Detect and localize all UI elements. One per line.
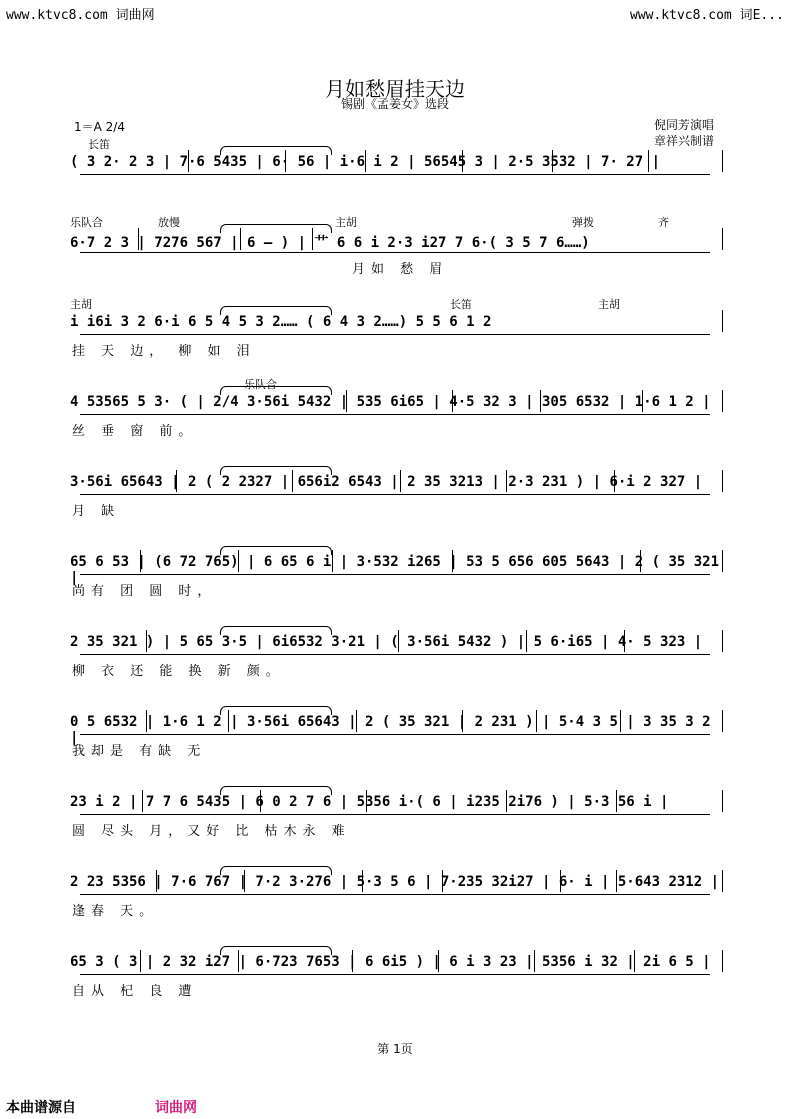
slur-mark — [220, 626, 332, 635]
bar-line — [722, 550, 723, 572]
slur-mark — [220, 224, 332, 233]
singer-credit: 倪同芳演唱 — [654, 118, 715, 132]
bar-line — [534, 950, 535, 972]
bar-line — [332, 550, 333, 572]
bar-line — [634, 950, 635, 972]
bar-line — [346, 390, 347, 412]
lyrics-line: 圆 尽头 月，又好 比 枯木永 难 — [72, 824, 351, 839]
bar-line — [640, 550, 641, 572]
instrument-label: 齐 — [658, 216, 669, 229]
rhythm-underline — [80, 174, 710, 175]
rhythm-underline — [80, 494, 710, 495]
notation-line: 2 23 5356 | 7·6 767 | 7·2 3·276 | 5·3 5 6 | 7·235 32i27 | 6· i | 5·643 2312 | — [70, 874, 720, 890]
rhythm-underline — [80, 734, 710, 735]
key-signature: 1＝A 2/4 — [74, 120, 125, 134]
lyrics-line: 挂 天 边， 柳 如 泪 — [72, 344, 256, 359]
bar-line — [614, 470, 615, 492]
slur-mark — [220, 466, 332, 475]
score-row — [0, 376, 790, 446]
bar-line — [362, 870, 363, 892]
lyrics-line: 月 缺 — [72, 504, 121, 519]
page-title: 月如愁眉挂天边 — [325, 77, 465, 101]
bar-line — [365, 150, 366, 172]
score-row — [0, 536, 790, 606]
instrument-label: 主胡 — [335, 216, 357, 229]
bar-line — [526, 630, 527, 652]
bar-line — [722, 470, 723, 492]
bar-line — [398, 630, 399, 652]
bar-line — [722, 228, 723, 250]
page-subtitle: 锡剧《孟姜女》选段 — [340, 97, 449, 111]
notation-line: 65 3 ( 3 | 2 32 i27 | 6·723 7653 | 6 6i5 ) | 6 i 3 23 | 5356 i 32 | 2i 6 5 | — [70, 954, 711, 970]
notation-line: i i6i 3 2 6·i 6 5 4 5 3 2…… ( 6 4 3 2……) 5 5 6 1 2 — [70, 314, 492, 330]
bar-line — [722, 630, 723, 652]
bar-line — [722, 950, 723, 972]
notation-line: 65 6 53 | (6 72 765) | 6 65 6 i | 3·532 i265 | 53 5 656 605 5643 | 2 ( 35 321 | — [70, 554, 720, 586]
instrument-label: 放慢 — [158, 216, 180, 229]
bar-line — [238, 950, 239, 972]
source-site-link[interactable]: 词曲网 — [155, 1100, 197, 1116]
page-number: 第 1页 — [377, 1042, 413, 1056]
rhythm-underline — [80, 814, 710, 815]
score-row — [0, 214, 790, 284]
lyrics-line: 尚有 团 圆 时， — [72, 584, 217, 599]
lyrics-line: 丝 垂 窗 前。 — [72, 424, 198, 439]
rhythm-underline — [80, 252, 710, 253]
bar-line — [438, 950, 439, 972]
bar-line — [400, 470, 401, 492]
slur-mark — [220, 146, 332, 155]
score-row — [0, 136, 790, 206]
bar-line — [156, 870, 157, 892]
bar-line — [352, 950, 353, 972]
rhythm-underline — [80, 574, 710, 575]
bar-line — [140, 950, 141, 972]
score-row — [0, 696, 790, 766]
instrument-label: 长笛 — [88, 138, 110, 151]
lyrics-line: 逢春 天。 — [72, 904, 159, 919]
score-row — [0, 776, 790, 846]
instrument-label: 乐队合 — [70, 216, 103, 229]
header-left: www.ktvc8.com 词曲网 — [6, 8, 155, 23]
bar-line — [452, 550, 453, 572]
bar-line — [506, 790, 507, 812]
bar-line — [620, 710, 621, 732]
bar-line — [648, 150, 649, 172]
bar-line — [146, 710, 147, 732]
notation-line: 0 5 6532 | 1·6 1 2 | 3·56i 65643 | 2 ( 35 321 | 2 231 ) | 5·4 3 5 | 3 35 3 2 | — [70, 714, 711, 746]
bar-line — [142, 790, 143, 812]
bar-line — [312, 228, 313, 250]
instrument-label: 主胡 — [70, 298, 92, 311]
instrument-label: 长笛 — [450, 298, 472, 311]
bar-line — [356, 710, 357, 732]
bar-line — [552, 150, 553, 172]
notation-line: 4 53565 5 3· ( | 2/4 3·56i 5432 | 535 6i65 | 4·5 32 3 | 305 6532 | 1·6 1 2 | — [70, 394, 711, 410]
slur-mark — [220, 786, 332, 795]
bar-line — [462, 150, 463, 172]
bar-line — [536, 710, 537, 732]
bar-line — [228, 710, 229, 732]
bar-line — [285, 150, 286, 172]
instrument-label: 主胡 — [598, 298, 620, 311]
score-row — [0, 856, 790, 926]
rhythm-underline — [80, 974, 710, 975]
score-row — [0, 616, 790, 686]
bar-line — [560, 870, 561, 892]
score-row — [0, 456, 790, 526]
score-row — [0, 296, 790, 366]
notation-line: 23 i 2 | 7 7 6 5435 | 6 0 2 7 6 | 5356 i·( 6 | i235 2i76 ) | 5·3 56 i | — [70, 794, 669, 810]
bar-line — [442, 870, 443, 892]
bar-line — [642, 390, 643, 412]
bar-line — [722, 310, 723, 332]
notation-line: 2 35 321 ) | 5 65 3·5 | 6i6532 3·21 | ( 3·56i 5432 ) | 5 6·i65 | 4· 5 323 | — [70, 634, 703, 650]
rhythm-underline — [80, 894, 710, 895]
bar-line — [238, 550, 239, 572]
notation-line: 6·7 2 3 | 7276 567 | 6 — ) | 艹 6 6 i 2·3 i27 7 6·( 3 5 7 6……) — [70, 235, 590, 251]
slur-mark — [220, 866, 332, 875]
rhythm-underline — [80, 654, 710, 655]
instrument-label: 乐队合 — [244, 378, 277, 391]
source-label: 本曲谱源自 — [6, 1100, 76, 1116]
slur-mark — [220, 546, 332, 555]
score-row — [0, 936, 790, 1006]
bar-line — [260, 790, 261, 812]
bar-line — [140, 550, 141, 572]
bar-line — [292, 470, 293, 492]
slur-mark — [220, 706, 332, 715]
bar-line — [240, 228, 241, 250]
lyrics-line: 自从 杞 良 遭 — [72, 984, 198, 999]
notation-line: 3·56i 65643 | 2 ( 2 2327 | 656i2 6543 | 2 35 3213 | 2·3 231 ) | 6·i 2 327 | — [70, 474, 703, 490]
lyrics-line: 我却是 有缺 无 — [72, 744, 207, 759]
bar-line — [722, 710, 723, 732]
bar-line — [146, 630, 147, 652]
bar-line — [722, 150, 723, 172]
bar-line — [540, 390, 541, 412]
bar-line — [138, 228, 139, 250]
bar-line — [616, 870, 617, 892]
slur-mark — [220, 306, 332, 315]
lyrics-line: 月如 愁 眉 — [352, 262, 449, 277]
bar-line — [188, 150, 189, 172]
lyrics-line: 柳 衣 还 能 换 新 颜。 — [72, 664, 285, 679]
bar-line — [722, 790, 723, 812]
bar-line — [624, 630, 625, 652]
instrument-label: 弹拨 — [572, 216, 594, 229]
transcriber-credit: 章祥兴制谱 — [654, 134, 715, 148]
bar-line — [506, 470, 507, 492]
bar-line — [244, 870, 245, 892]
bar-line — [722, 390, 723, 412]
header-right: www.ktvc8.com 词E... — [630, 8, 784, 23]
rhythm-underline — [80, 414, 710, 415]
rhythm-underline — [80, 334, 710, 335]
bar-line — [722, 870, 723, 892]
notation-line: ( 3 2· 2 3 | 7·6 5435 | 6· 56 | i·6 i 2 | 56545 3 | 2·5 3532 | 7· 27 | — [70, 154, 661, 170]
bar-line — [452, 390, 453, 412]
bar-line — [366, 790, 367, 812]
bar-line — [616, 790, 617, 812]
bar-line — [462, 710, 463, 732]
bar-line — [176, 470, 177, 492]
slur-mark — [220, 946, 332, 955]
slur-mark — [220, 386, 332, 395]
